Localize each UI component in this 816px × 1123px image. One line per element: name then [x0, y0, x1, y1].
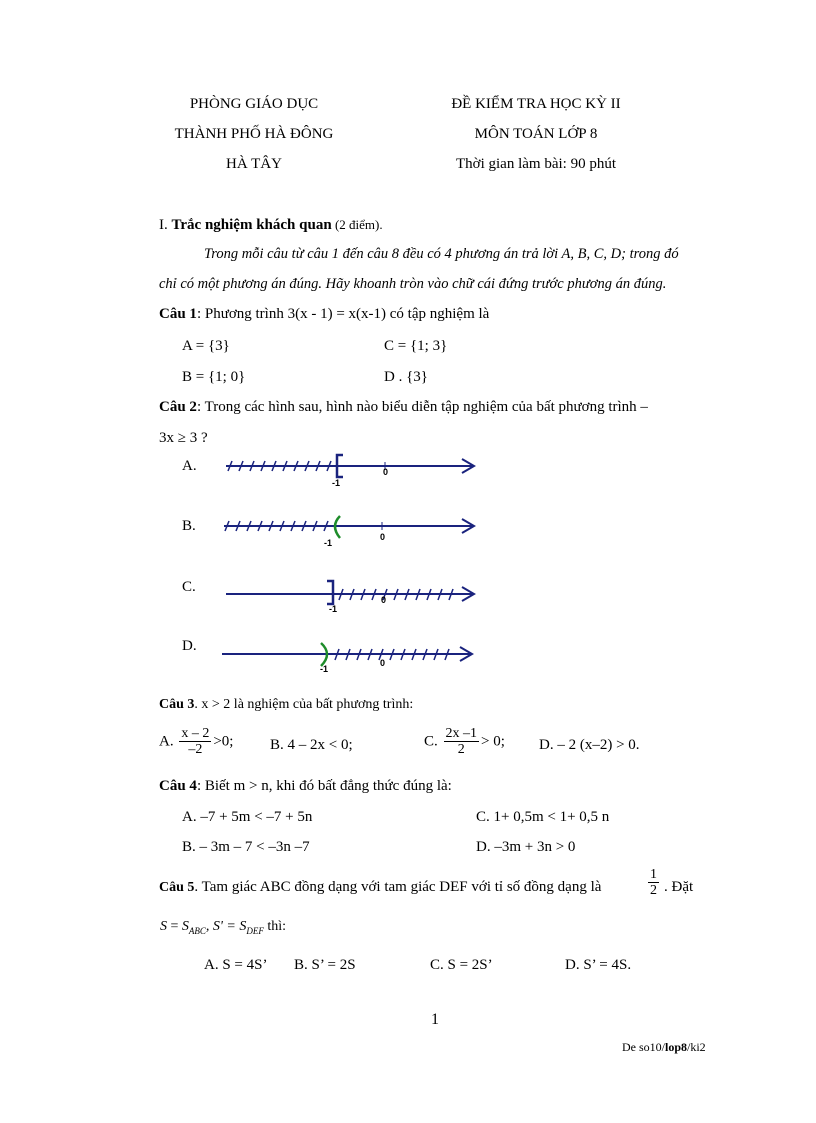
q1-option-d: D . {3}	[384, 369, 428, 385]
q3-option-a	[159, 726, 233, 758]
instruction-line1: Trong mỗi câu từ câu 1 đến câu 8 đều có 4 phương án trả lời A, B, C, D; trong đó	[204, 246, 679, 262]
section-title: Trắc nghiệm khách quan	[171, 217, 332, 233]
instruction-line2: chỉ có một phương án đúng. Hãy khoanh tròn vào chữ cái đứng trước phương án đúng.	[159, 276, 667, 292]
line-b-label-minus1: -1	[324, 538, 333, 548]
line-c-label-minus1: -1	[329, 604, 338, 614]
q4-prompt	[159, 778, 452, 795]
q5-sub-def: DEF	[246, 925, 264, 936]
q3-prompt	[159, 697, 413, 713]
q5-formula-sabc: S	[181, 919, 189, 934]
line-c-label-zero: 0	[381, 595, 387, 605]
q2-option-d: D.	[182, 638, 197, 654]
q5-formula-eq: =	[167, 919, 182, 934]
q5-formula-sdef: S	[239, 919, 247, 934]
q1-prompt	[159, 306, 489, 323]
q4-option-b: B. – 3m – 7 < –3n –7	[182, 839, 310, 855]
q5-option-d: D. S’ = 4S.	[565, 957, 632, 973]
q2-text: : Trong các hình sau, hình nào biểu diễn tập nghiệm của bất phương trình –	[196, 399, 648, 415]
q5-text: . Tam giác ABC đồng dạng với tam giác DEF với tỉ số đồng dạng là	[194, 879, 602, 895]
q4-option-d: D. –3m + 3n > 0	[476, 839, 576, 855]
q5-prompt	[159, 879, 601, 896]
number-line-c	[222, 580, 482, 620]
q5-formula-comma: , S' =	[205, 919, 240, 934]
q5-formula-s: S	[160, 919, 167, 934]
q3-text: . x > 2 là nghiệm của bất phương trình:	[194, 697, 414, 712]
q4-option-a: A. –7 + 5m < –7 + 5n	[182, 809, 313, 825]
q3-a-fraction	[179, 726, 211, 758]
line-a-label-zero: 0	[383, 467, 389, 477]
line-b-label-zero: 0	[380, 532, 386, 542]
q3-c-denominator: 2	[457, 742, 465, 758]
q3-c-suffix: > 0;	[481, 733, 505, 750]
q2-prompt-line2: 3x ≥ 3 ?	[159, 430, 208, 446]
line-d-label-minus1: -1	[320, 664, 329, 674]
q1-text: : Phương trình 3(x - 1) = x(x-1) có tập nghiệm là	[196, 306, 490, 322]
document-code-a: De so10/	[622, 1040, 665, 1054]
q5-option-a: A. S = 4S’	[204, 957, 268, 973]
number-line-d	[218, 640, 482, 680]
header-right-line3: Thời gian làm bài: 90 phút	[456, 156, 616, 172]
q3-label: Câu 3	[159, 697, 195, 712]
q1-option-a: A = {3}	[182, 338, 230, 354]
q5-ratio-denominator: 2	[650, 883, 657, 899]
q4-text: : Biết m > n, khi đó bất đẳng thức đúng là:	[196, 778, 452, 794]
page-number: 1	[431, 1011, 439, 1028]
q5-sub-abc: ABC	[188, 925, 206, 936]
line-d-label-zero: 0	[380, 658, 386, 668]
q2-option-a: A.	[182, 458, 197, 474]
q3-c-numerator: 2x –1	[445, 726, 478, 741]
q5-formula-then: thì:	[263, 919, 287, 934]
section-points: (2 điểm).	[331, 217, 383, 232]
document-code	[622, 1040, 706, 1055]
q3-c-fraction	[444, 726, 480, 758]
q1-label: Câu 1	[159, 306, 197, 322]
q1-option-b: B = {1; 0}	[182, 369, 246, 385]
document-code-b: lop8	[665, 1040, 688, 1054]
header-left-line1: PHÒNG GIÁO DỤC	[189, 96, 319, 112]
number-line-a	[222, 452, 482, 492]
q5-ratio	[646, 867, 661, 899]
q5-ratio-numerator: 1	[650, 867, 657, 882]
q1-option-c: C = {1; 3}	[384, 338, 448, 354]
q2-option-b: B.	[182, 518, 196, 534]
q2-option-c: C.	[182, 579, 196, 595]
line-a-label-minus1: -1	[332, 478, 341, 488]
q5-ratio-fraction	[648, 867, 659, 899]
q3-a-numerator: x – 2	[181, 726, 210, 741]
header-right-line1: ĐỀ KIỂM TRA HỌC KỲ II	[451, 96, 621, 112]
q3-option-b: B. 4 – 2x < 0;	[270, 737, 353, 753]
q3-option-d: D. – 2 (x–2) > 0.	[539, 737, 640, 753]
q3-a-prefix: A.	[159, 733, 174, 750]
q3-a-suffix: >0;	[213, 733, 234, 750]
q5-label: Câu 5	[159, 880, 195, 895]
document-code-c: /ki2	[687, 1040, 706, 1054]
q5-option-c: C. S = 2S’	[430, 957, 493, 973]
q5-formula	[160, 919, 286, 936]
section-heading	[159, 217, 383, 234]
q5-option-b: B. S’ = 2S	[294, 957, 356, 973]
q4-option-c: C. 1+ 0,5m < 1+ 0,5 n	[476, 809, 610, 825]
q2-prompt	[159, 399, 648, 416]
header-left-line3: HÀ TÂY	[226, 156, 282, 172]
header-left-line2: THÀNH PHỐ HÀ ĐÔNG	[174, 126, 334, 142]
q3-option-c	[424, 726, 505, 758]
section-prefix: I.	[159, 217, 172, 233]
q2-label: Câu 2	[159, 399, 197, 415]
number-line-b	[222, 512, 482, 552]
q3-c-prefix: C.	[424, 733, 438, 750]
closed-bracket-icon	[327, 581, 333, 604]
q4-label: Câu 4	[159, 778, 197, 794]
q3-a-denominator: –2	[188, 742, 203, 758]
header-right-line2: MÔN TOÁN LỚP 8	[474, 126, 598, 142]
q5-text-after: . Đặt	[664, 879, 694, 895]
